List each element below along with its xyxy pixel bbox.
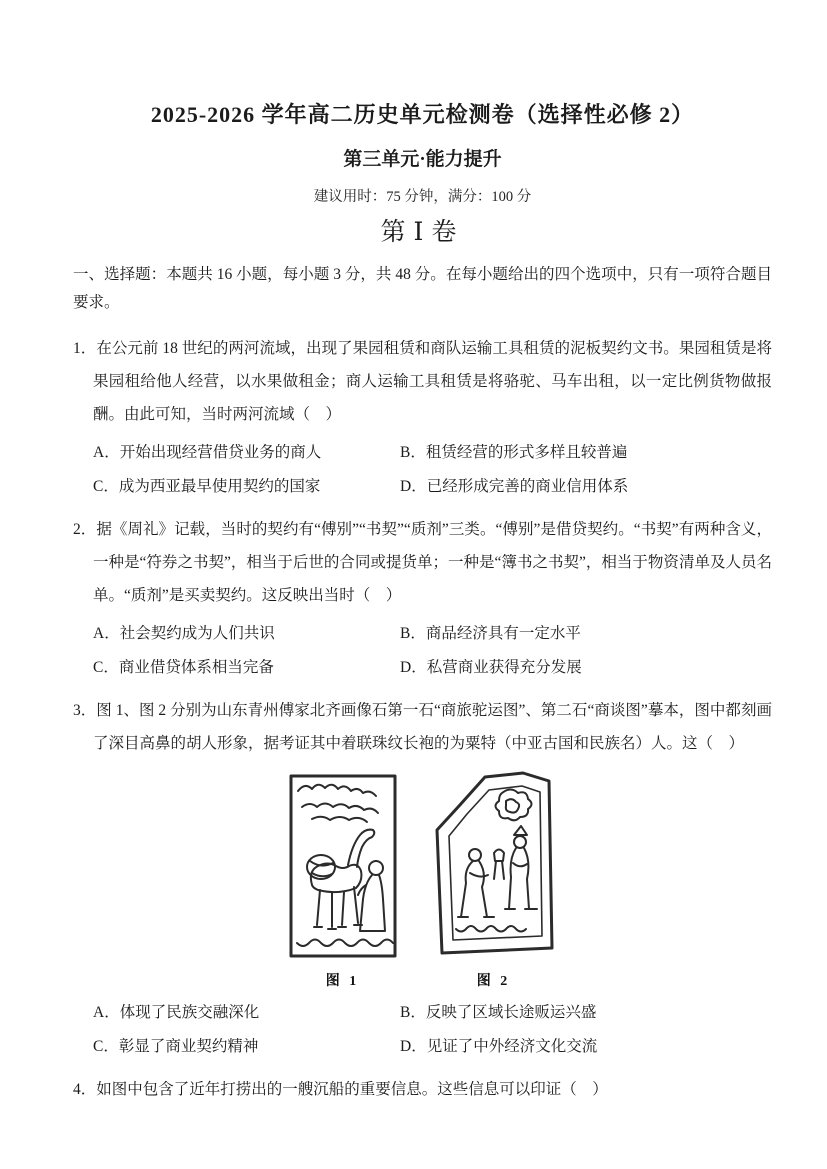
option-2-a	[93, 623, 400, 645]
option-text: 成为西亚最早使用契约的国家	[118, 478, 321, 495]
option-1-d	[400, 476, 772, 498]
option-3-d	[400, 1036, 772, 1058]
time-score-note: 建议用时：75 分钟，满分：100 分	[313, 189, 532, 205]
stone-relief-camel-caravan-illustration	[288, 773, 398, 959]
question-1-stem	[73, 332, 772, 431]
option-3-b	[400, 1002, 772, 1024]
option-label: A．	[93, 1004, 120, 1021]
option-1-c	[93, 476, 400, 498]
option-text: 租赁经营的形式多样且较普遍	[425, 444, 628, 461]
option-1-b	[400, 442, 772, 464]
option-2-d	[400, 657, 772, 679]
option-label: B．	[400, 625, 426, 642]
question-2-options	[73, 623, 772, 679]
question-number: 4．	[73, 1081, 97, 1098]
figure-2-caption: 图 2	[476, 974, 511, 989]
figure-2	[430, 769, 558, 990]
figure-1-caption: 图 1	[325, 974, 360, 989]
option-text: 商业借贷体系相当完备	[118, 659, 274, 676]
option-text: 商品经济具有一定水平	[425, 625, 581, 642]
option-text: 体现了民族交融深化	[119, 1004, 260, 1021]
option-text: 见证了中外经济文化交流	[426, 1038, 598, 1055]
option-label: D．	[400, 478, 427, 495]
option-label: D．	[400, 1038, 427, 1055]
option-label: B．	[400, 444, 426, 461]
option-label: A．	[93, 625, 120, 642]
question-3-options	[73, 1002, 772, 1058]
option-2-c	[93, 657, 400, 679]
option-text: 开始出现经营借贷业务的商人	[119, 444, 322, 461]
question-2-stem	[73, 513, 772, 612]
option-label: C．	[93, 478, 119, 495]
option-text: 彰显了商业契约精神	[118, 1038, 259, 1055]
question-2	[73, 513, 772, 679]
option-label: D．	[400, 659, 427, 676]
question-4-stem	[73, 1073, 772, 1106]
volume-title: 第Ⅰ卷	[380, 219, 465, 246]
question-stem-text: 在公元前 18 世纪的两河流域，出现了果园租赁和商队运输工具租赁的泥板契约文书。果园租赁是将果园租给他人经营，以水果做租金；商人运输工具租赁是将骆驼、马车出租，以一定比例货物做报酬。由此可知，当时两河流域（ ）	[93, 340, 772, 423]
option-2-b	[400, 623, 772, 645]
option-text: 已经形成完善的商业信用体系	[426, 478, 629, 495]
question-4	[73, 1073, 772, 1106]
section-instructions: 一、选择题：本题共 16 小题，每小题 3 分，共 48 分。在每小题给出的四个选项中，只有一项符合题目要求。	[73, 266, 772, 311]
figure-1	[288, 773, 398, 990]
exam-title: 2025-2026 学年高二历史单元检测卷（选择性必修 2）	[150, 102, 695, 127]
option-label: C．	[93, 659, 119, 676]
question-number: 2．	[73, 521, 97, 538]
option-text: 反映了区域长途贩运兴盛	[425, 1004, 597, 1021]
question-stem-text: 据《周礼》记载，当时的契约有“傅别”“书契”“质剂”三类。“傅别”是借贷契约。“书契”有两种含义，一种是“符券之书契”，相当于后世的合同或提货单；一种是“簿书之书契”，相当于物资清单及人员名单。“质剂”是买卖契约。这反映出当时（ ）	[93, 521, 772, 604]
option-1-a	[93, 442, 400, 464]
option-label: A．	[93, 444, 120, 461]
option-label: C．	[93, 1038, 119, 1055]
stone-relief-negotiation-illustration	[430, 769, 558, 959]
option-3-a	[93, 1002, 400, 1024]
question-stem-text: 如图中包含了近年打捞出的一艘沉船的重要信息。这些信息可以印证（ ）	[96, 1081, 608, 1098]
option-3-c	[93, 1036, 400, 1058]
question-number: 3．	[73, 702, 97, 719]
question-stem-text: 图 1、图 2 分别为山东青州傅家北齐画像石第一石“商旅驼运图”、第二石“商谈图”摹本，图中都刻画了深目高鼻的胡人形象，据考证其中着联珠纹长袍的为粟特（中亚古国和民族名）人。这（ ）	[93, 702, 772, 752]
option-text: 社会契约成为人们共识	[119, 625, 275, 642]
question-1-options	[73, 442, 772, 498]
question-number: 1．	[73, 340, 97, 357]
question-3	[73, 694, 772, 1058]
option-text: 私营商业获得充分发展	[426, 659, 582, 676]
question-3-figures	[73, 769, 772, 990]
question-1	[73, 332, 772, 498]
exam-subtitle: 第三单元·能力提升	[343, 149, 502, 170]
option-label: B．	[400, 1004, 426, 1021]
question-3-stem	[73, 694, 772, 760]
